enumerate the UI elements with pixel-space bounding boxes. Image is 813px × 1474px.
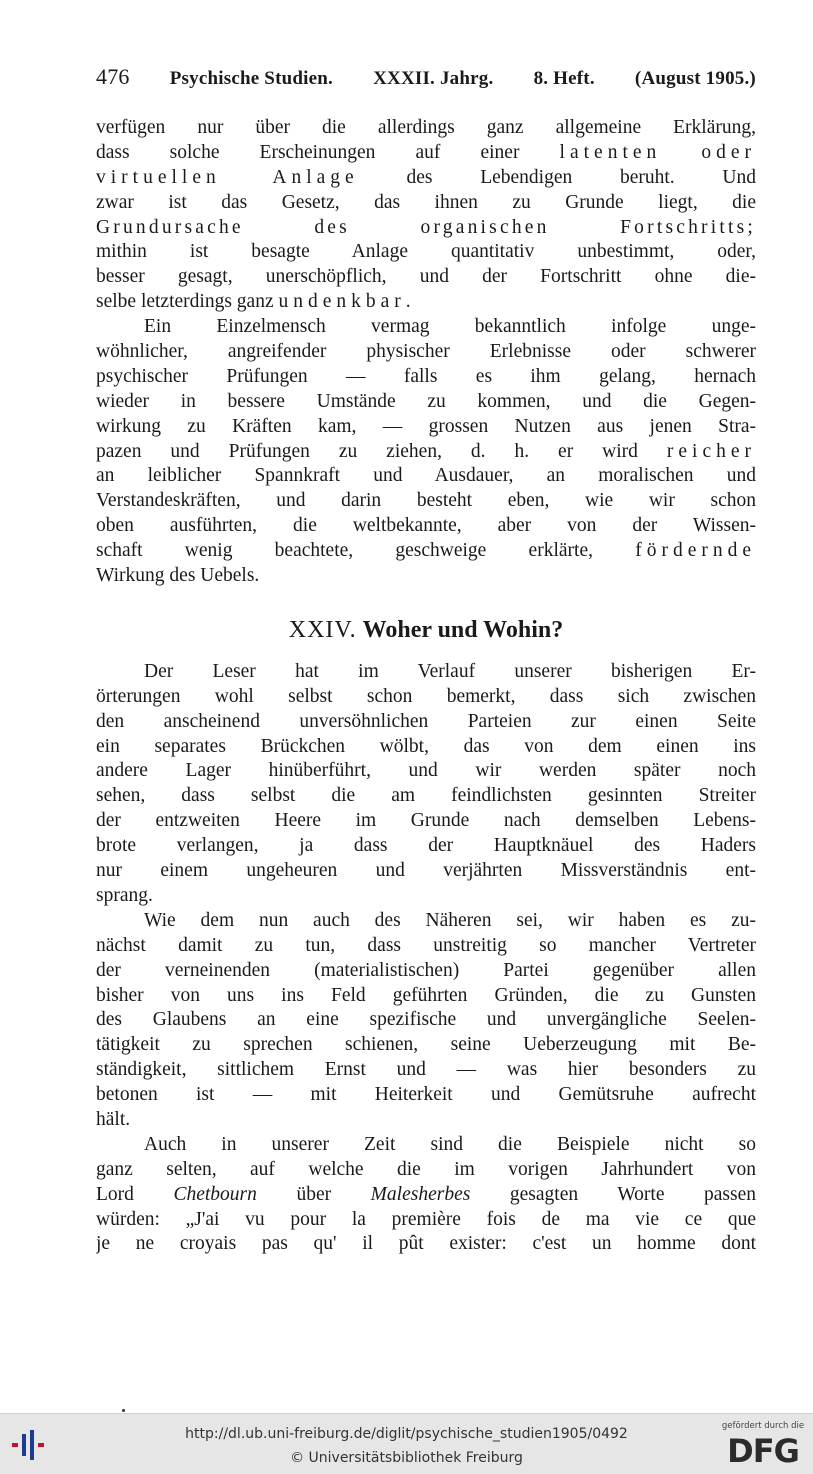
text-line: des Glaubens an eine spezifische und unvergängliche Seelen- xyxy=(96,1009,756,1031)
text-run: dass solche Erscheinungen auf einer xyxy=(96,141,520,163)
text-line: den anscheinend unversöhnlichen Parteien zur einen Seite xyxy=(96,710,756,732)
text-line: der entzweiten Heere im Grunde nach demselben Lebens- xyxy=(96,810,756,832)
spaced-emphasis: latenten xyxy=(559,141,662,163)
scan-speck xyxy=(122,1409,125,1412)
text-line: oben ausführten, die weltbekannte, aber von der Wissen- xyxy=(96,515,756,537)
text-line: wirkung zu Kräften kam, — grossen Nutzen aus jenen Stra- xyxy=(96,415,756,437)
section-title: Woher und Wohin? xyxy=(362,616,564,643)
italic-name: Malesherbes xyxy=(370,1183,471,1205)
text-line: Verstandeskräften, und darin besteht eben, wie wir schon xyxy=(96,490,756,512)
paragraph xyxy=(96,660,756,909)
text-line: wöhnlicher, angreifender physischer Erlebnisse oder schwerer xyxy=(96,341,756,363)
section-heading xyxy=(96,614,756,646)
text-line: würden: „J'ai vu pour la première fois de ma vie ce que xyxy=(96,1208,756,1230)
dfg-tagline: gefördert durch die xyxy=(721,1421,805,1431)
text-line: Auch in unserer Zeit sind die Beispiele nicht so xyxy=(144,1133,756,1155)
text-line: nur einem ungeheuren und verjährten Missverständnis ent- xyxy=(96,860,756,882)
text-line: je ne croyais pas qu' il pût exister: c'est un homme dont xyxy=(96,1233,756,1255)
spaced-emphasis: Grundursache des organischen Fortschritts; xyxy=(96,216,756,238)
text-line: brote verlangen, ja dass der Hauptknäuel des Haders xyxy=(96,835,756,857)
permalink-url[interactable]: http://dl.ub.uni-freiburg.de/diglit/psychische_studien1905/0492 xyxy=(185,1426,628,1442)
text-line: Wirkung des Uebels. xyxy=(96,565,260,587)
text-run: Lord xyxy=(96,1183,134,1205)
text-line: ganz selten, auf welche die im vorigen Jahrhundert von xyxy=(96,1158,756,1180)
text-line xyxy=(96,141,756,166)
issue-date: (August 1905.) xyxy=(634,68,756,89)
paragraph xyxy=(96,1133,756,1257)
paragraph xyxy=(96,116,756,315)
spaced-emphasis: undenkbar xyxy=(278,291,406,313)
text-line: sprang. xyxy=(96,884,153,906)
viewer-footer xyxy=(0,1413,813,1474)
text-run: über xyxy=(296,1183,332,1205)
text-line: hält. xyxy=(96,1108,131,1130)
paragraph xyxy=(96,909,756,1133)
text-line: mithin ist besagte Anlage quantitativ unbestimmt, oder, xyxy=(96,241,756,263)
text-line: verfügen nur über die allerdings ganz allgemeine Erklärung, xyxy=(96,117,756,138)
text-line: tätigkeit zu sprechen schienen, seine Ueberzeugung mit Be- xyxy=(96,1034,756,1056)
text-run: schaft wenig beachtete, geschweige erklärte, xyxy=(96,540,593,562)
copyright-notice: © Universitätsbibliothek Freiburg xyxy=(290,1450,523,1466)
journal-title: Psychische Studien. xyxy=(169,68,333,89)
text-line: ein separates Brückchen wölbt, das von dem einen ins xyxy=(96,735,756,757)
text-line: örterungen wohl selbst schon bemerkt, dass sich zwischen xyxy=(96,685,756,707)
spaced-emphasis: reicher xyxy=(666,440,756,462)
running-header xyxy=(96,64,756,96)
text-line xyxy=(96,290,756,315)
page-number: 476 xyxy=(96,64,130,89)
italic-name: Chetbourn xyxy=(173,1183,257,1205)
text-line: sehen, dass selbst die am feindlichsten gesinnten Streiter xyxy=(96,785,756,807)
text-line: Der Leser hat im Verlauf unserer bisherigen Er- xyxy=(144,660,756,682)
dfg-logo: DFG xyxy=(727,1432,799,1470)
text-line xyxy=(96,539,756,564)
text-line: an leiblicher Spannkraft und Ausdauer, an moralischen und xyxy=(96,465,756,487)
text-line: ständigkeit, sittlichem Ernst und — was hier besonders zu xyxy=(96,1059,756,1081)
text-line xyxy=(96,1183,756,1208)
issue-label: 8. Heft. xyxy=(533,68,595,89)
text-line xyxy=(96,440,756,465)
spaced-emphasis: virtuellen Anlage xyxy=(96,166,359,188)
section-number: XXIV. xyxy=(288,616,357,643)
spaced-emphasis: oder xyxy=(701,141,756,163)
text-run: selbe letzterdings ganz xyxy=(96,291,274,313)
text-line: betonen ist — mit Heiterkeit und Gemütsruhe aufrecht xyxy=(96,1084,756,1106)
text-line: bisher von uns ins Feld geführten Gründen, die zu Gunsten xyxy=(96,984,756,1006)
text-line: Wie dem nun auch des Näheren sei, wir haben es zu- xyxy=(144,909,756,931)
text-line: psychischer Prüfungen — falls es ihm gelang, hernach xyxy=(96,365,756,387)
text-line: wieder in bessere Umstände zu kommen, und die Gegen- xyxy=(96,390,756,412)
text-line: nächst damit zu tun, dass unstreitig so mancher Vertreter xyxy=(96,934,756,956)
spaced-emphasis: fördernde xyxy=(635,540,756,562)
text-line xyxy=(96,216,756,241)
text-line xyxy=(96,166,756,191)
text-line: der verneinenden (materialistischen) Partei gegenüber allen xyxy=(96,959,756,981)
paragraph xyxy=(96,315,756,589)
volume-label: XXXII. Jahrg. xyxy=(373,68,494,89)
page-body xyxy=(96,116,756,1257)
text-line: zwar ist das Gesetz, das ihnen zu Grunde liegt, die xyxy=(96,191,756,213)
text-line: Ein Einzelmensch vermag bekanntlich infolge unge- xyxy=(144,316,756,338)
text-run: des Lebendigen beruht. Und xyxy=(406,166,756,188)
text-line: besser gesagt, unerschöpflich, und der Fortschritt ohne die- xyxy=(96,266,756,288)
text-run: . xyxy=(405,291,411,313)
text-run: gesagten Worte passen xyxy=(509,1183,756,1205)
text-run: pazen und Prüfungen zu ziehen, d. h. er wird xyxy=(96,440,638,462)
text-line: andere Lager hinüberführt, und wir werden später noch xyxy=(96,760,756,782)
